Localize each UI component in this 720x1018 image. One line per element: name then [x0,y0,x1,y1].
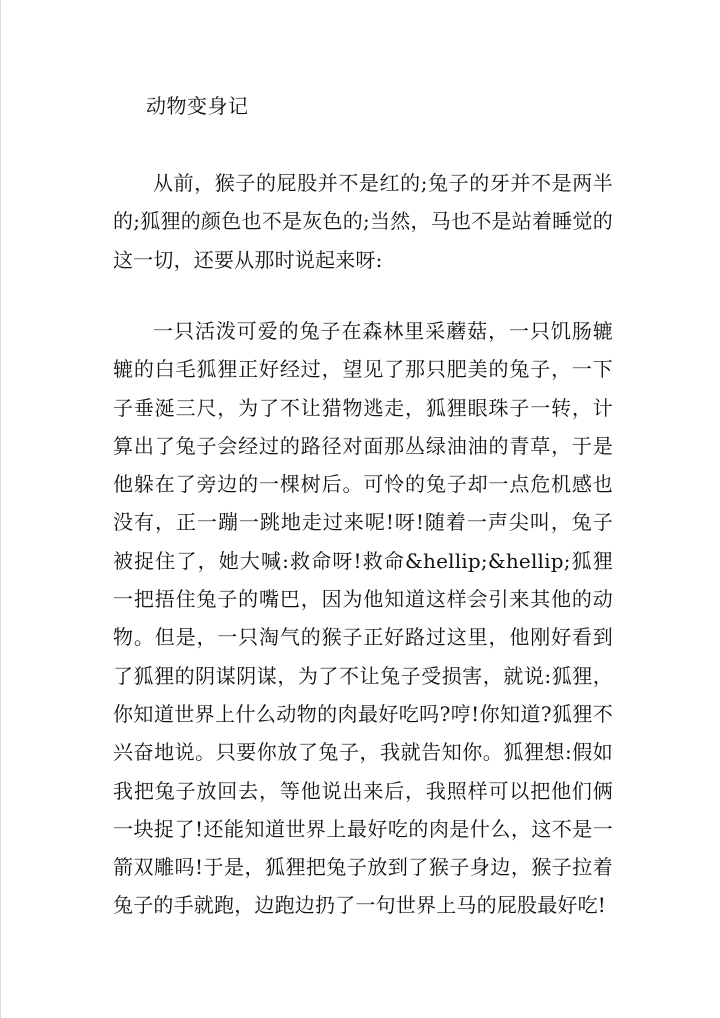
document-title: 动物变身记 [146,94,249,118]
page-left-border [0,0,1,1018]
paragraph-story: 一只活泼可爱的兔子在森林里采蘑菇，一只饥肠辘辘的白毛狐狸正好经过，望见了那只肥美的兔子，一下子垂涎三尺，为了不让猎物逃走，狐狸眼珠子一转，计算出了兔子会经过的路径对面那丛绿油油的青草，于是他躲在了旁边的一棵树后。可怜的兔子却一点危机感也没有，正一蹦一跳地走过来呢!呀!随着一声尖叫，兔子被捉住了，她大喊:救命呀!救命&hellip;&hellip;狐狸一把捂住兔子的嘴巴，因为他知道这样会引来其他的动物。但是，一只淘气的猴子正好路过这里，他刚好看到了狐狸的阴谋阴谋，为了不让兔子受损害，就说:狐狸，你知道世界上什么动物的肉最好吃吗?哼!你知道?狐狸不兴奋地说。只要你放了兔子，我就告知你。狐狸想:假如我把兔子放回去，等他说出来后，我照样可以把他们俩一块捉了!还能知道世界上最好吃的肉是什么，这不是一箭双雕吗!于是，狐狸把兔子放到了猴子身边，猴子拉着兔子的手就跑，边跑边扔了一句世界上马的屁股最好吃! [113,319,613,918]
paragraph-intro: 从前，猴子的屁股并不是红的;兔子的牙并不是两半的;狐狸的颜色也不是灰色的;当然，马也不是站着睡觉的这一切，还要从那时说起来呀: [113,171,613,272]
